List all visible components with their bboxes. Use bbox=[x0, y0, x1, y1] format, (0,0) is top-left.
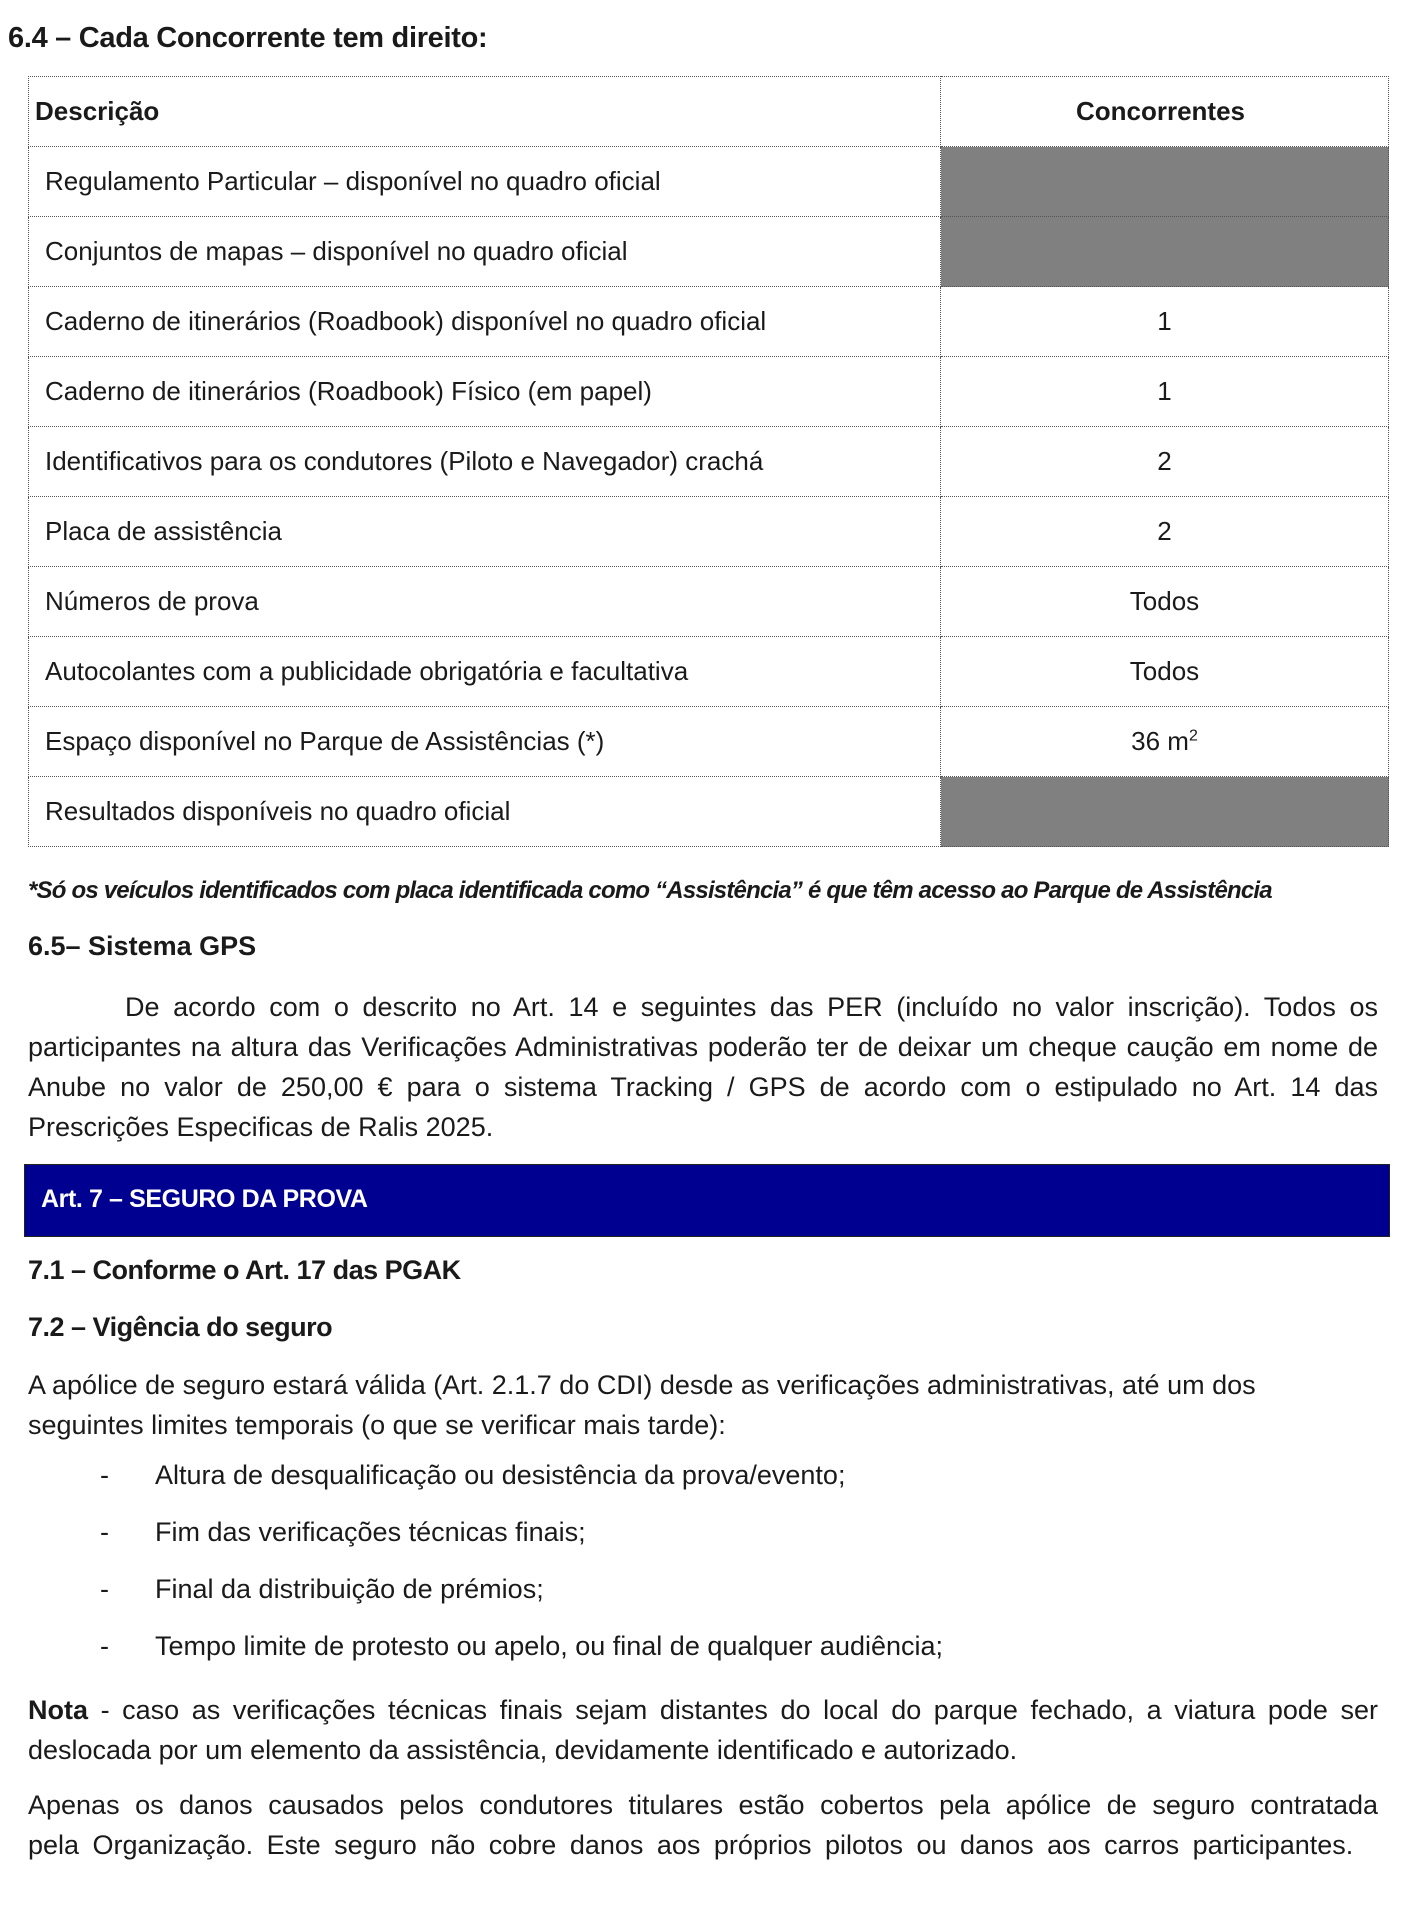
rights-table bbox=[28, 76, 1389, 847]
row-value: 1 bbox=[941, 357, 1389, 427]
dash-bullet: - bbox=[100, 1517, 109, 1547]
dash-bullet: - bbox=[100, 1460, 109, 1490]
damages-paragraph: Apenas os danos causados pelos condutores titulares estão cobertos pela apólice de seguro contratada pela Organização. Este seguro não cobre danos aos próprios pilotos ou danos aos carros participantes. bbox=[28, 1790, 1378, 1860]
dash-bullet: - bbox=[100, 1631, 109, 1661]
table-header-row bbox=[29, 77, 1389, 147]
list-item-text: Tempo limite de protesto ou apelo, ou final de qualquer audiência; bbox=[155, 1631, 944, 1661]
table-row bbox=[29, 567, 1389, 637]
row-description: Resultados disponíveis no quadro oficial bbox=[29, 777, 941, 847]
row-value-area bbox=[941, 707, 1389, 777]
row-description: Espaço disponível no Parque de Assistências (*) bbox=[29, 707, 941, 777]
dash-bullet: - bbox=[100, 1574, 109, 1604]
header-descricao: Descrição bbox=[29, 77, 941, 147]
row-value-shaded bbox=[941, 147, 1389, 217]
row-description: Autocolantes com a publicidade obrigatória e facultativa bbox=[29, 637, 941, 707]
table-row bbox=[29, 287, 1389, 357]
table-row bbox=[29, 217, 1389, 287]
table-row bbox=[29, 147, 1389, 217]
row-description: Números de prova bbox=[29, 567, 941, 637]
section-7-2-heading: 7.2 – Vigência do seguro bbox=[28, 1312, 333, 1342]
row-description: Identificativos para os condutores (Piloto e Navegador) crachá bbox=[29, 427, 941, 497]
row-value-shaded bbox=[941, 777, 1389, 847]
row-value: 2 bbox=[941, 497, 1389, 567]
policy-paragraph: A apólice de seguro estará válida (Art. 2.1.7 do CDI) desde as verificações administrativas, até um dos seguintes limites temporais (o que se verificar mais tarde): bbox=[28, 1370, 1256, 1440]
list-item-text: Fim das verificações técnicas finais; bbox=[155, 1517, 586, 1547]
list-item-text: Altura de desqualificação ou desistência da prova/evento; bbox=[155, 1460, 846, 1490]
section-6-5-heading: 6.5– Sistema GPS bbox=[28, 931, 257, 961]
section-6-4-heading: 6.4 – Cada Concorrente tem direito: bbox=[8, 22, 488, 54]
row-value: Todos bbox=[941, 637, 1389, 707]
table-footnote: *Só os veículos identificados com placa identificada como “Assistência” é que têm acesso ao Parque de Assistência bbox=[28, 877, 1272, 904]
row-value-shaded bbox=[941, 217, 1389, 287]
section-7-1-heading: 7.1 – Conforme o Art. 17 das PGAK bbox=[28, 1255, 461, 1285]
article-7-banner bbox=[24, 1164, 1390, 1237]
nota-paragraph bbox=[28, 1690, 1378, 1770]
nota-text: - caso as verificações técnicas finais sejam distantes do local do parque fechado, a viatura pode ser deslocada por um elemento da assistência, devidamente identificado e autorizado. bbox=[28, 1695, 1378, 1765]
row-value: 1 bbox=[941, 287, 1389, 357]
header-concorrentes: Concorrentes bbox=[941, 77, 1389, 147]
list-item-text: Final da distribuição de prémios; bbox=[155, 1574, 544, 1604]
nota-label: Nota bbox=[28, 1695, 88, 1725]
table-row bbox=[29, 497, 1389, 567]
table-row bbox=[29, 637, 1389, 707]
area-superscript: 2 bbox=[1188, 727, 1198, 745]
row-description: Caderno de itinerários (Roadbook) disponível no quadro oficial bbox=[29, 287, 941, 357]
row-value: 2 bbox=[941, 427, 1389, 497]
gps-paragraph: De acordo com o descrito no Art. 14 e seguintes das PER (incluído no valor inscrição). Todos os participantes na altura das Verificações Administrativas poderão ter de deixar um cheque caução em nome de Anube no valor de 250,00 € para o sistema Tracking / GPS de acordo com o estipulado no Art. 14 das Prescrições Especificas de Ralis 2025. bbox=[28, 992, 1378, 1142]
row-description: Conjuntos de mapas – disponível no quadro oficial bbox=[29, 217, 941, 287]
row-description: Regulamento Particular – disponível no quadro oficial bbox=[29, 147, 941, 217]
table-row bbox=[29, 707, 1389, 777]
row-description: Placa de assistência bbox=[29, 497, 941, 567]
row-description: Caderno de itinerários (Roadbook) Físico (em papel) bbox=[29, 357, 941, 427]
article-7-title: Art. 7 – SEGURO DA PROVA bbox=[41, 1185, 368, 1213]
row-value: Todos bbox=[941, 567, 1389, 637]
table-row bbox=[29, 777, 1389, 847]
table-row bbox=[29, 427, 1389, 497]
table-row bbox=[29, 357, 1389, 427]
area-value: 36 m bbox=[1131, 726, 1189, 756]
